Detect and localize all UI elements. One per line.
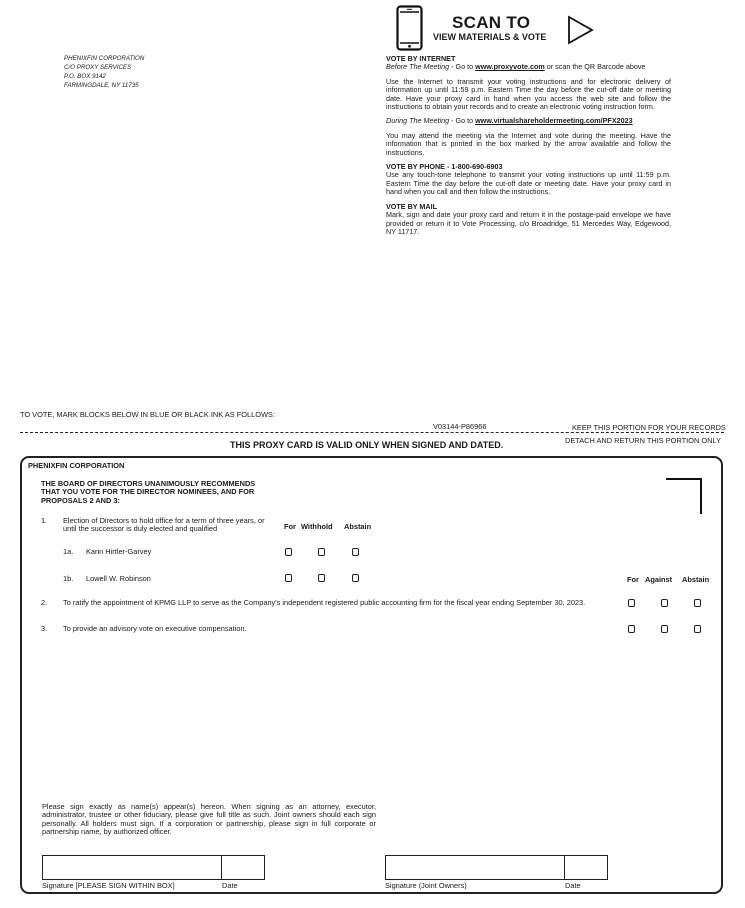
detach-portion-text: DETACH AND RETURN THIS PORTION ONLY	[565, 436, 721, 445]
col1-abstain-header: Abstain	[344, 522, 372, 531]
before-label: Before The Meeting	[386, 62, 450, 72]
during-meeting-line	[386, 117, 671, 125]
virtual-meeting-link[interactable]: www.virtualshareholdermeeting.com/PFX2023	[475, 116, 633, 126]
nominee-1b-number: 1b.	[63, 574, 74, 583]
board-recommendation: THE BOARD OF DIRECTORS UNANIMOUSLY RECOMMENDS THAT YOU VOTE FOR THE DIRECTOR NOMINEES, AND FOR PROPOSALS 2 AND 3:	[41, 479, 256, 505]
proposal3-text: To provide an advisory vote on executive compensation.	[63, 624, 247, 633]
joint-date-label: Date	[565, 881, 581, 890]
mail-text: Mark, sign and date your proxy card and return it in the postage-paid envelope we have provided or return it to Vote Processing, c/o Broadridge, 51 Mercedes Way, Edgewood, NY 11717.	[386, 210, 671, 236]
nominee-1b-abstain-checkbox[interactable]	[352, 574, 359, 582]
proposal3-abstain-checkbox[interactable]	[694, 625, 701, 633]
joint-signature-label: Signature (Joint Owners)	[385, 881, 467, 890]
proposal2-text: To ratify the appointment of KPMG LLP to serve as the Company's independent registered public accounting firm for the fiscal year ending September 30, 2023.	[63, 598, 586, 607]
nominee-1a-for-checkbox[interactable]	[285, 548, 292, 556]
date-label: Date	[222, 881, 238, 890]
proposal3-against-checkbox[interactable]	[661, 625, 668, 633]
internet-heading: VOTE BY INTERNET	[386, 54, 456, 63]
control-code: V03144-P86966	[433, 422, 487, 431]
detach-line	[20, 432, 724, 433]
during-label: During The Meeting	[386, 116, 450, 126]
date-box[interactable]	[221, 855, 265, 880]
before-mid: - Go to	[449, 62, 476, 72]
nominee-1b-withhold-checkbox[interactable]	[318, 574, 325, 582]
play-arrow-icon	[567, 15, 594, 50]
before-meeting-line	[386, 63, 671, 71]
proposal3-for-checkbox[interactable]	[628, 625, 635, 633]
proposal2-number: 2.	[41, 598, 48, 607]
col1-for-header: For	[284, 522, 296, 531]
nominee-1b-name: Lowell W. Robinson	[86, 574, 151, 583]
col2-for-header: For	[627, 575, 639, 584]
signature-label: Signature [PLEASE SIGN WITHIN BOX]	[42, 881, 175, 890]
nominee-1a-number: 1a.	[63, 547, 74, 556]
signature-box[interactable]	[42, 855, 222, 880]
nominee-1a-name: Karin Hirtler-Garvey	[86, 547, 152, 556]
scan-title: SCAN TO	[452, 13, 531, 32]
joint-signature-box[interactable]	[385, 855, 565, 880]
during-para: You may attend the meeting via the Internet and vote during the meeting. Have the information that is printed in the box marked by the arrow available and follow the instructions.	[386, 130, 671, 157]
company-address	[64, 54, 144, 90]
proposal2-for-checkbox[interactable]	[628, 599, 635, 607]
mail-heading: VOTE BY MAIL	[386, 201, 437, 211]
proposal2-against-checkbox[interactable]	[661, 599, 668, 607]
phone-heading: VOTE BY PHONE - 1-800-690-6903	[386, 162, 503, 172]
phone-text: Use any touch-tone telephone to transmit your voting instructions up until 11:59 p.m. Eastern Time the day before the cut-off date or meeting date. Have your proxy card in hand when you call and then follow the instructions.	[386, 170, 671, 197]
col1-withhold-header: Withhold	[301, 522, 333, 531]
col2-against-header: Against	[645, 575, 673, 584]
proposal1-text: Election of Directors to hold office for a term of three years, or until the successor is duly elected and qualified	[63, 516, 265, 534]
joint-date-box[interactable]	[564, 855, 608, 880]
valid-notice: THIS PROXY CARD IS VALID ONLY WHEN SIGNED AND DATED.	[230, 440, 504, 450]
corner-mark-icon	[666, 478, 702, 514]
col2-abstain-header: Abstain	[682, 575, 710, 584]
address-line1: C/O PROXY SERVICES	[64, 64, 132, 71]
card-company: PHENIXFIN CORPORATION	[28, 461, 125, 470]
proposal2-abstain-checkbox[interactable]	[694, 599, 701, 607]
proxyvote-link[interactable]: www.proxyvote.com	[475, 62, 545, 72]
before-tail: or scan the QR Barcode above	[544, 62, 646, 72]
nominee-1a-abstain-checkbox[interactable]	[352, 548, 359, 556]
mark-instructions: TO VOTE, MARK BLOCKS BELOW IN BLUE OR BLACK INK AS FOLLOWS:	[20, 410, 275, 419]
address-line2: P.O. BOX 9142	[64, 73, 106, 80]
address-name: PHENIXFIN CORPORATION	[64, 55, 145, 62]
nominee-1b-for-checkbox[interactable]	[285, 574, 292, 582]
address-line3: FARMINGDALE, NY 11735	[64, 82, 139, 89]
voting-instructions	[386, 55, 671, 236]
phone-icon	[396, 5, 423, 56]
scan-subtitle: VIEW MATERIALS & VOTE	[433, 32, 547, 42]
internet-para: Use the Internet to transmit your voting instructions and for electronic delivery of information up until 11:59 p.m. Eastern Time the day before the cut-off date or meeting date. Have your proxy card in hand when you access the web site and follow the instructions to obtain your records and to create an electronic voting instruction form.	[386, 76, 671, 112]
nominee-1a-withhold-checkbox[interactable]	[318, 548, 325, 556]
signing-instructions: Please sign exactly as name(s) appear(s) hereon. When signing as an attorney, executor, administrator, trustee or other fiduciary, please give full title as such. Joint owners should each sign personally. All holders must sign. If a corporation or partnership, please sign in full corporate or partnership name, by authorized officer.	[42, 802, 376, 837]
proposal1-number: 1.	[41, 516, 48, 525]
keep-portion-text: KEEP THIS PORTION FOR YOUR RECORDS	[572, 423, 726, 432]
proposal3-number: 3.	[41, 624, 48, 633]
during-mid: - Go to	[449, 116, 476, 126]
